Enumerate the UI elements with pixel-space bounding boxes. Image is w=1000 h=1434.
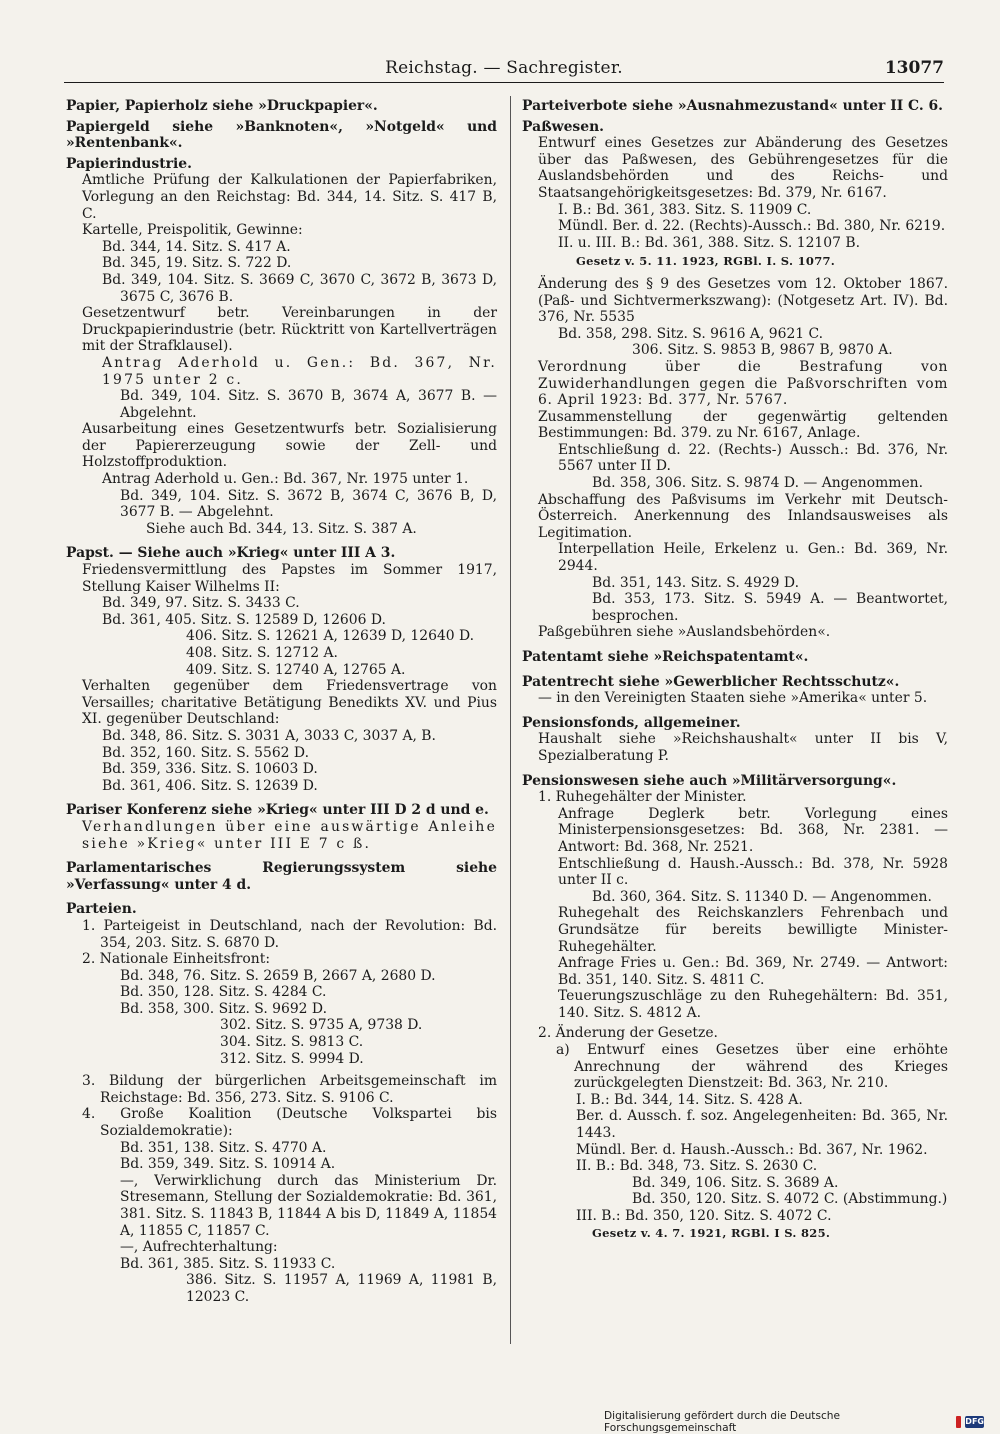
entry-papiergeld [66,119,497,152]
entry-line: Bd. 350, 128. Sitz. S. 4284 C. [120,984,327,1001]
entry-line: Mündl. Ber. d. 22. (Rechts)-Aussch.: Bd. 380, Nr. 6219. [558,218,946,235]
entry-line: Friedensvermittlung des Papstes im Sommer 1917, Stellung Kaiser Wilhelms II: [82,562,497,595]
entry-papierindustrie [66,156,497,538]
running-title: Reichstag. — Sachregister. [385,58,623,78]
entry-papst [66,545,497,794]
entry-heading: Pensionswesen siehe auch »Militärversorgung«. [522,772,897,789]
digitization-footer [604,1410,984,1434]
right-column [522,98,948,1249]
entry-line: Antrag Aderhold u. Gen.: Bd. 367, Nr. 1975 unter 1. [102,471,469,488]
entry-line: Ruhegehalt des Reichskanzlers Fehrenbach und Grundsätze für bereits bewilligte Minister-Ruhegehälter. [558,905,948,955]
entry-line: I. B.: Bd. 361, 383. Sitz. S. 11909 C. [558,201,812,218]
entry-line: Anfrage Fries u. Gen.: Bd. 369, Nr. 2749. — Antwort: Bd. 351, 140. Sitz. S. 4811 C. [558,955,948,988]
entry-papier [66,98,497,115]
entry-heading: Papst. — Siehe auch »Krieg« unter III A 3. [66,545,396,562]
entry-line: Entwurf eines Gesetzes zur Abänderung des Gesetzes über das Paßwesen, des Gebührengesetzes für die Auslandsbehörden und des Reichs- und Staatsangehörigkeitsgesetzes: Bd. 379, Nr. 6167. [538,135,948,201]
entry-heading: Parlamentarisches Regierungssystem siehe »Verfassung« unter 4 d. [66,860,497,893]
entry-text: Patentamt siehe »Reichspatentamt«. [522,649,809,665]
entry-line: — in den Vereinigten Staaten siehe »Amerika« unter 5. [538,690,928,707]
entry-line: —, Verwirklichung durch das Ministerium Dr. Stresemann, Stellung der Sozialdemokratie: Bd. 361, 381. Sitz. S. 11843 B, 11844 A bis D, 11849 A, 11854 A, 11855 C, 11857 C. [120,1172,497,1239]
entry-line: Bd. 359, 336. Sitz. S. 10603 D. [102,761,318,778]
entry-line: 1. Ruhegehälter der Minister. [538,789,747,806]
entry-line: Bd. 349, 104. Sitz. S. 3669 C, 3670 C, 3672 B, 3673 D, 3675 C, 3676 B. [102,271,497,305]
entry-text: Parteiverbote siehe »Ausnahmezustand« unter II C. 6. [522,98,944,114]
entry-line: Entschließung d. 22. (Rechts-) Aussch.: Bd. 376, Nr. 5567 unter II D. [558,441,948,475]
entry-line: I. B.: Bd. 344, 14. Sitz. S. 428 A. [576,1091,803,1108]
page-header [64,58,944,82]
entry-line: Bd. 351, 138. Sitz. S. 4770 A. [120,1139,327,1156]
header-rule [64,82,944,83]
entry-patentamt [522,649,948,666]
entry-line: Siehe auch Bd. 344, 13. Sitz. S. 387 A. [146,520,417,537]
entry-line: Bd. 358, 306. Sitz. S. 9874 D. — Angenommen. [592,475,924,492]
entry-pariser-konferenz [66,802,497,852]
footer-text: Digitalisierung gefördert durch die Deutsche Forschungsgemeinschaft [604,1410,841,1434]
entry-line: II. u. III. B.: Bd. 361, 388. Sitz. S. 12107 B. [558,234,860,251]
dfg-logo-mark-icon [956,1416,962,1428]
entry-line: 2. Nationale Einheitsfront: [82,951,270,968]
entry-line: Änderung des § 9 des Gesetzes vom 12. Oktober 1867. (Paß- und Sichtvermerkszwang): (Notgesetz Art. IV). Bd. 376, Nr. 5535 [538,275,948,326]
entry-line: Bd. 360, 364. Sitz. S. 11340 D. — Angenommen. [592,888,932,905]
entry-line: Bd. 361, 406. Sitz. S. 12639 D. [102,777,318,794]
page-number: 13077 [884,58,944,78]
entry-heading: Pariser Konferenz siehe »Krieg« unter III D 2 d und e. [66,802,489,819]
entry-line: —, Aufrechterhaltung: [120,1239,278,1256]
entry-line: 408. Sitz. S. 12712 A. [186,645,338,661]
entry-line: Haushalt siehe »Reichshaushalt« unter II bis V, Spezialberatung P. [538,731,948,764]
left-column [66,98,497,1314]
entry-line: 409. Sitz. S. 12740 A, 12765 A. [186,661,406,678]
entry-line: Bd. 349, 104. Sitz. S. 3670 B, 3674 A, 3677 B. — Abgelehnt. [120,388,497,421]
entry-line: 306. Sitz. S. 9853 B, 9867 B, 9870 A. [632,342,893,359]
entry-line: III. B.: Bd. 350, 120. Sitz. S. 4072 C. [576,1208,832,1224]
entry-line: Zusammenstellung der gegenwärtig geltenden Bestimmungen: Bd. 379. zu Nr. 6167, Anlage. [538,408,948,442]
entry-line: Bd. 348, 86. Sitz. S. 3031 A, 3033 C, 3037 A, B. [102,727,436,744]
entry-line: Bd. 359, 349. Sitz. S. 10914 A. [120,1156,336,1173]
law-citation: Gesetz v. 4. 7. 1921, RGBl. I S. 825. [592,1225,831,1240]
entry-parteiverbote [522,98,948,115]
entry-line: Bd. 358, 300. Sitz. S. 9692 D. [120,1000,327,1017]
entry-line: Verhandlungen über eine auswärtige Anleihe siehe »Krieg« unter III E 7 c ß. [82,818,497,852]
entry-text: Papiergeld siehe »Banknoten«, »Notgeld« und »Rentenbank«. [66,118,497,152]
entry-line: 4. Große Koalition (Deutsche Volkspartei bis Sozialdemokratie): [82,1106,497,1140]
entry-line: Bd. 350, 120. Sitz. S. 4072 C. (Abstimmung.) [632,1191,948,1208]
entry-heading: Papierindustrie. [66,155,192,172]
entry-heading: Patentrecht siehe »Gewerblicher Rechtsschutz«. [522,673,900,690]
entry-line: Kartelle, Preispolitik, Gewinne: [82,222,303,239]
entry-line: Bd. 358, 298. Sitz. S. 9616 A, 9621 C. [558,325,824,342]
entry-line: Antrag Aderhold u. Gen.: Bd. 367, Nr. 1975 unter 2 c. [102,354,497,388]
entry-line: Paßgebühren siehe »Auslandsbehörden«. [538,624,831,641]
entry-line: Bd. 348, 76. Sitz. S. 2659 B, 2667 A, 2680 D. [120,967,436,984]
entry-pensionswesen [522,773,948,1242]
entry-line: Bd. 344, 14. Sitz. S. 417 A. [102,238,291,255]
entry-line: Verhalten gegenüber dem Friedensvertrage von Versailles; charitative Betätigung Benedikts XV. und Pius XI. gegenüber Deutschland: [82,678,497,728]
dfg-logo-icon: DFG [965,1417,984,1426]
entry-line: 2. Änderung der Gesetze. [538,1025,718,1042]
entry-parteien [66,901,497,1305]
entry-line: Bd. 352, 160. Sitz. S. 5562 D. [102,744,309,761]
entry-line: 3. Bildung der bürgerlichen Arbeitsgemeinschaft im Reichstage: Bd. 356, 273. Sitz. S. 9106 C. [82,1073,497,1106]
entry-line: 386. Sitz. S. 11957 A, 11969 A, 11981 B, 12023 C. [186,1272,497,1305]
entry-line: Ber. d. Aussch. f. soz. Angelegenheiten: Bd. 365, Nr. 1443. [576,1108,948,1142]
entry-line: Verordnung über die Bestrafung von Zuwiderhandlungen gegen die Paßvorschriften vom 6. April 1923: Bd. 377, Nr. 5767. [538,358,948,409]
law-citation: Gesetz v. 5. 11. 1923, RGBl. I. S. 1077. [576,254,836,269]
entry-line: Bd. 349, 97. Sitz. S. 3433 C. [102,595,300,612]
entry-passwesen [522,119,948,641]
entry-line: Bd. 361, 405. Sitz. S. 12589 D, 12606 D. [102,611,386,628]
entry-heading: Pensionsfonds, allgemeiner. [522,714,741,731]
entry-line: Bd. 345, 19. Sitz. S. 722 D. [102,255,292,272]
entry-line: 406. Sitz. S. 12621 A, 12639 D, 12640 D. [186,628,475,645]
entry-line: Abschaffung des Paßvisums im Verkehr mit Deutsch-Österreich. Anerkennung des Inlandsausweises als Legitimation. [538,491,948,541]
entry-line: 304. Sitz. S. 9813 C. [220,1034,364,1051]
entry-line: Gesetzentwurf betr. Vereinbarungen in der Druckpapierindustrie (betr. Rücktritt von Kartellverträgen mit der Strafklausel). [82,305,497,355]
entry-line: II. B.: Bd. 348, 73. Sitz. S. 2630 C. [576,1158,818,1175]
entry-line: Teuerungszuschläge zu den Ruhegehältern: Bd. 351, 140. Sitz. S. 4812 A. [558,988,948,1021]
entry-line: Interpellation Heile, Erkelenz u. Gen.: Bd. 369, Nr. 2944. [558,541,948,575]
entry-line: 1. Parteigeist in Deutschland, nach der Revolution: Bd. 354, 203. Sitz. S. 6870 D. [82,917,497,951]
entry-heading: Parteien. [66,901,137,918]
entry-text: Papier, Papierholz siehe »Druckpapier«. [66,98,378,114]
entry-line: Bd. 361, 385. Sitz. S. 11933 C. [120,1255,336,1272]
entry-parlamentarisches-regierungssystem [66,860,497,893]
entry-line: Mündl. Ber. d. Haush.-Aussch.: Bd. 367, Nr. 1962. [576,1141,928,1158]
entry-pensionsfonds [522,715,948,765]
entry-line: Entschließung d. Haush.-Aussch.: Bd. 378, Nr. 5928 unter II c. [558,855,948,889]
column-divider [510,96,511,1344]
entry-line: Bd. 351, 143. Sitz. S. 4929 D. [592,574,799,591]
entry-line: Ausarbeitung eines Gesetzentwurfs betr. Sozialisierung der Papiererzeugung sowie der Zell- und Holzstoffproduktion. [82,421,497,471]
entry-line: Anfrage Deglerk betr. Vorlegung eines Ministerpensionsgesetzes: Bd. 368, Nr. 2381. — Antwort: Bd. 368, Nr. 2521. [558,805,948,855]
entry-line: Amtliche Prüfung der Kalkulationen der Papierfabriken, Vorlegung an den Reichstag: Bd. 344, 14. Sitz. S. 417 B, C. [82,172,497,222]
entry-line: 312. Sitz. S. 9994 D. [220,1050,364,1067]
entry-line: Bd. 349, 106. Sitz. S. 3689 A. [632,1174,839,1191]
entry-patentrecht [522,674,948,707]
entry-line: Bd. 353, 173. Sitz. S. 5949 A. — Beantwortet, besprochen. [592,591,948,624]
entry-line: 302. Sitz. S. 9735 A, 9738 D. [220,1017,423,1034]
entry-line: Bd. 349, 104. Sitz. S. 3672 B, 3674 C, 3676 B, D, 3677 B. — Abgelehnt. [120,487,497,521]
entry-heading: Paßwesen. [522,118,605,135]
entry-line: a) Entwurf eines Gesetzes über eine erhöhte Anrechnung der während des Krieges zurückgelegten Dienstzeit: Bd. 363, Nr. 210. [556,1042,948,1092]
